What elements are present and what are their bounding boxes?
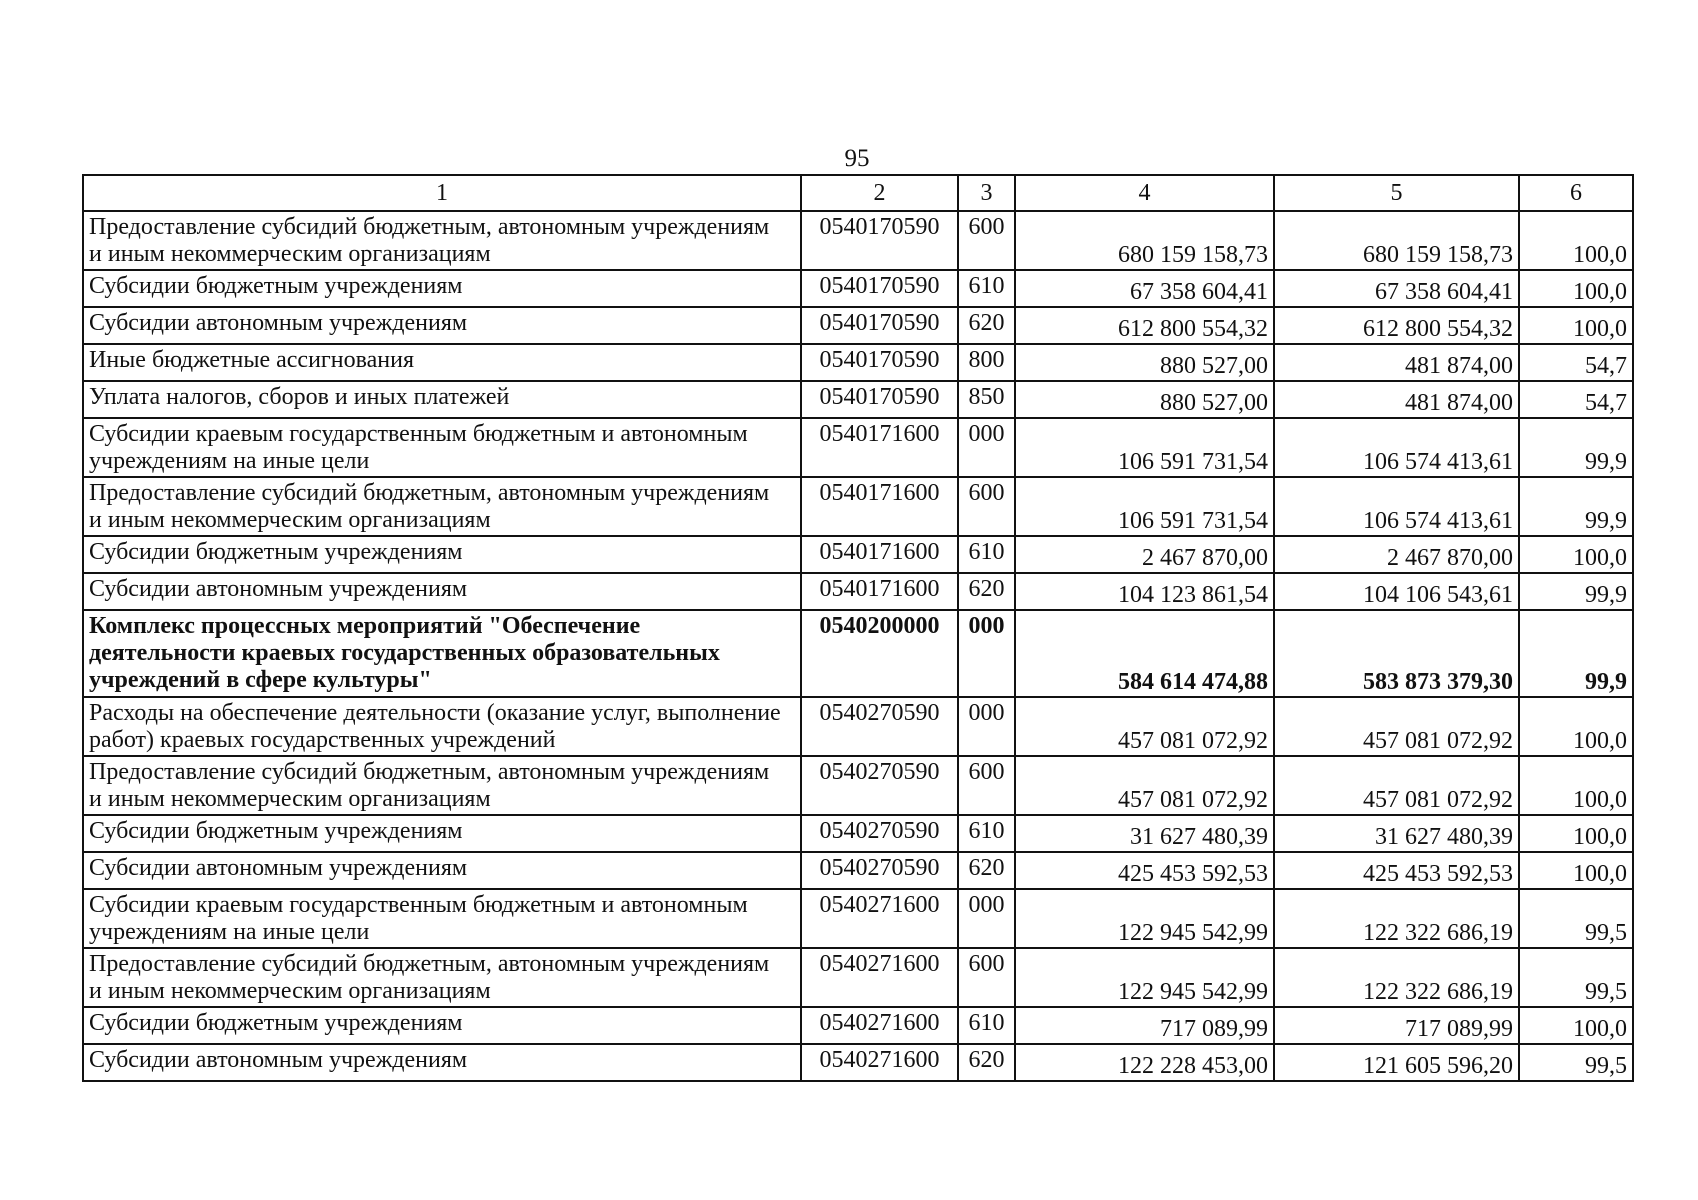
type-code-cell: 620 xyxy=(958,1044,1015,1081)
amount-cell: 717 089,99 xyxy=(1274,1007,1519,1044)
amount-cell: 2 467 870,00 xyxy=(1015,536,1274,573)
percent-cell: 99,5 xyxy=(1519,889,1633,948)
table-row xyxy=(83,418,1633,477)
type-code-cell: 620 xyxy=(958,307,1015,344)
table-row xyxy=(83,211,1633,270)
code-cell: 0540171600 xyxy=(801,477,958,536)
table-row xyxy=(83,536,1633,573)
amount-cell: 457 081 072,92 xyxy=(1015,756,1274,815)
type-code-cell: 600 xyxy=(958,211,1015,270)
table-row xyxy=(83,852,1633,889)
description-cell: Субсидии бюджетным учреждениям xyxy=(83,1007,801,1044)
percent-cell: 100,0 xyxy=(1519,815,1633,852)
code-cell: 0540171600 xyxy=(801,418,958,477)
table-body xyxy=(83,175,1633,1081)
description-cell: Субсидии бюджетным учреждениям xyxy=(83,270,801,307)
code-cell: 0540170590 xyxy=(801,381,958,418)
percent-cell: 100,0 xyxy=(1519,697,1633,756)
percent-cell: 100,0 xyxy=(1519,211,1633,270)
code-cell: 0540271600 xyxy=(801,1007,958,1044)
table-row xyxy=(83,697,1633,756)
table-row xyxy=(83,948,1633,1007)
type-code-cell: 600 xyxy=(958,948,1015,1007)
table-row xyxy=(83,573,1633,610)
code-cell: 0540170590 xyxy=(801,211,958,270)
column-number-3: 3 xyxy=(958,175,1015,211)
code-cell: 0540170590 xyxy=(801,344,958,381)
table-row xyxy=(83,270,1633,307)
description-cell: Субсидии бюджетным учреждениям xyxy=(83,815,801,852)
table-row xyxy=(83,610,1633,697)
table-row xyxy=(83,344,1633,381)
amount-cell: 121 605 596,20 xyxy=(1274,1044,1519,1081)
percent-cell: 99,9 xyxy=(1519,418,1633,477)
amount-cell: 31 627 480,39 xyxy=(1015,815,1274,852)
type-code-cell: 000 xyxy=(958,418,1015,477)
column-number-2: 2 xyxy=(801,175,958,211)
amount-cell: 612 800 554,32 xyxy=(1015,307,1274,344)
code-cell: 0540270590 xyxy=(801,852,958,889)
code-cell: 0540271600 xyxy=(801,889,958,948)
code-cell: 0540270590 xyxy=(801,697,958,756)
amount-cell: 481 874,00 xyxy=(1274,381,1519,418)
amount-cell: 425 453 592,53 xyxy=(1274,852,1519,889)
amount-cell: 122 945 542,99 xyxy=(1015,889,1274,948)
type-code-cell: 800 xyxy=(958,344,1015,381)
page-number: 95 xyxy=(844,145,870,172)
type-code-cell: 620 xyxy=(958,573,1015,610)
amount-cell: 104 106 543,61 xyxy=(1274,573,1519,610)
description-cell: Расходы на обеспечение деятельности (оказание услуг, выполнение работ) краевых государственных учреждений xyxy=(83,697,801,756)
description-cell: Предоставление субсидий бюджетным, автономным учреждениям и иным некоммерческим организациям xyxy=(83,948,801,1007)
column-number-6: 6 xyxy=(1519,175,1633,211)
description-cell: Уплата налогов, сборов и иных платежей xyxy=(83,381,801,418)
code-cell: 0540271600 xyxy=(801,1044,958,1081)
amount-cell: 106 591 731,54 xyxy=(1015,477,1274,536)
amount-cell: 122 322 686,19 xyxy=(1274,948,1519,1007)
amount-cell: 880 527,00 xyxy=(1015,381,1274,418)
table-row xyxy=(83,815,1633,852)
type-code-cell: 000 xyxy=(958,889,1015,948)
description-cell: Субсидии автономным учреждениям xyxy=(83,852,801,889)
amount-cell: 106 574 413,61 xyxy=(1274,477,1519,536)
description-cell: Субсидии бюджетным учреждениям xyxy=(83,536,801,573)
type-code-cell: 610 xyxy=(958,270,1015,307)
description-cell: Субсидии краевым государственным бюджетным и автономным учреждениям на иные цели xyxy=(83,418,801,477)
type-code-cell: 620 xyxy=(958,852,1015,889)
column-number-5: 5 xyxy=(1274,175,1519,211)
table-row xyxy=(83,307,1633,344)
description-cell: Предоставление субсидий бюджетным, автономным учреждениям и иным некоммерческим организациям xyxy=(83,756,801,815)
table-row xyxy=(83,889,1633,948)
amount-cell: 457 081 072,92 xyxy=(1015,697,1274,756)
amount-cell: 481 874,00 xyxy=(1274,344,1519,381)
type-code-cell: 000 xyxy=(958,610,1015,697)
table-row xyxy=(83,1044,1633,1081)
amount-cell: 104 123 861,54 xyxy=(1015,573,1274,610)
table-header-row xyxy=(83,175,1633,211)
percent-cell: 99,9 xyxy=(1519,477,1633,536)
code-cell: 0540171600 xyxy=(801,573,958,610)
amount-cell: 67 358 604,41 xyxy=(1274,270,1519,307)
code-cell: 0540171600 xyxy=(801,536,958,573)
percent-cell: 100,0 xyxy=(1519,536,1633,573)
code-cell: 0540271600 xyxy=(801,948,958,1007)
description-cell: Комплекс процессных мероприятий "Обеспечение деятельности краевых государственных образовательных учреждений в сфере культуры" xyxy=(83,610,801,697)
code-cell: 0540200000 xyxy=(801,610,958,697)
percent-cell: 100,0 xyxy=(1519,756,1633,815)
code-cell: 0540270590 xyxy=(801,756,958,815)
percent-cell: 99,5 xyxy=(1519,1044,1633,1081)
type-code-cell: 000 xyxy=(958,697,1015,756)
percent-cell: 54,7 xyxy=(1519,381,1633,418)
column-number-4: 4 xyxy=(1015,175,1274,211)
type-code-cell: 610 xyxy=(958,1007,1015,1044)
table-row xyxy=(83,381,1633,418)
amount-cell: 67 358 604,41 xyxy=(1015,270,1274,307)
type-code-cell: 850 xyxy=(958,381,1015,418)
amount-cell: 31 627 480,39 xyxy=(1274,815,1519,852)
percent-cell: 99,9 xyxy=(1519,573,1633,610)
amount-cell: 425 453 592,53 xyxy=(1015,852,1274,889)
table-row xyxy=(83,756,1633,815)
amount-cell: 122 228 453,00 xyxy=(1015,1044,1274,1081)
percent-cell: 99,9 xyxy=(1519,610,1633,697)
description-cell: Субсидии автономным учреждениям xyxy=(83,307,801,344)
description-cell: Предоставление субсидий бюджетным, автономным учреждениям и иным некоммерческим организациям xyxy=(83,211,801,270)
data-table xyxy=(82,174,1634,1082)
amount-cell: 2 467 870,00 xyxy=(1274,536,1519,573)
amount-cell: 583 873 379,30 xyxy=(1274,610,1519,697)
amount-cell: 457 081 072,92 xyxy=(1274,756,1519,815)
column-number-1: 1 xyxy=(83,175,801,211)
amount-cell: 612 800 554,32 xyxy=(1274,307,1519,344)
table-row xyxy=(83,1007,1633,1044)
type-code-cell: 600 xyxy=(958,477,1015,536)
amount-cell: 680 159 158,73 xyxy=(1015,211,1274,270)
amount-cell: 106 574 413,61 xyxy=(1274,418,1519,477)
percent-cell: 99,5 xyxy=(1519,948,1633,1007)
type-code-cell: 610 xyxy=(958,815,1015,852)
table-row xyxy=(83,477,1633,536)
amount-cell: 584 614 474,88 xyxy=(1015,610,1274,697)
code-cell: 0540170590 xyxy=(801,307,958,344)
amount-cell: 122 945 542,99 xyxy=(1015,948,1274,1007)
description-cell: Субсидии автономным учреждениям xyxy=(83,573,801,610)
percent-cell: 100,0 xyxy=(1519,270,1633,307)
amount-cell: 106 591 731,54 xyxy=(1015,418,1274,477)
code-cell: 0540270590 xyxy=(801,815,958,852)
code-cell: 0540170590 xyxy=(801,270,958,307)
amount-cell: 457 081 072,92 xyxy=(1274,697,1519,756)
description-cell: Субсидии краевым государственным бюджетным и автономным учреждениям на иные цели xyxy=(83,889,801,948)
amount-cell: 122 322 686,19 xyxy=(1274,889,1519,948)
amount-cell: 717 089,99 xyxy=(1015,1007,1274,1044)
amount-cell: 880 527,00 xyxy=(1015,344,1274,381)
amount-cell: 680 159 158,73 xyxy=(1274,211,1519,270)
type-code-cell: 610 xyxy=(958,536,1015,573)
percent-cell: 100,0 xyxy=(1519,307,1633,344)
percent-cell: 100,0 xyxy=(1519,852,1633,889)
description-cell: Предоставление субсидий бюджетным, автономным учреждениям и иным некоммерческим организациям xyxy=(83,477,801,536)
type-code-cell: 600 xyxy=(958,756,1015,815)
description-cell: Субсидии автономным учреждениям xyxy=(83,1044,801,1081)
description-cell: Иные бюджетные ассигнования xyxy=(83,344,801,381)
percent-cell: 100,0 xyxy=(1519,1007,1633,1044)
percent-cell: 54,7 xyxy=(1519,344,1633,381)
